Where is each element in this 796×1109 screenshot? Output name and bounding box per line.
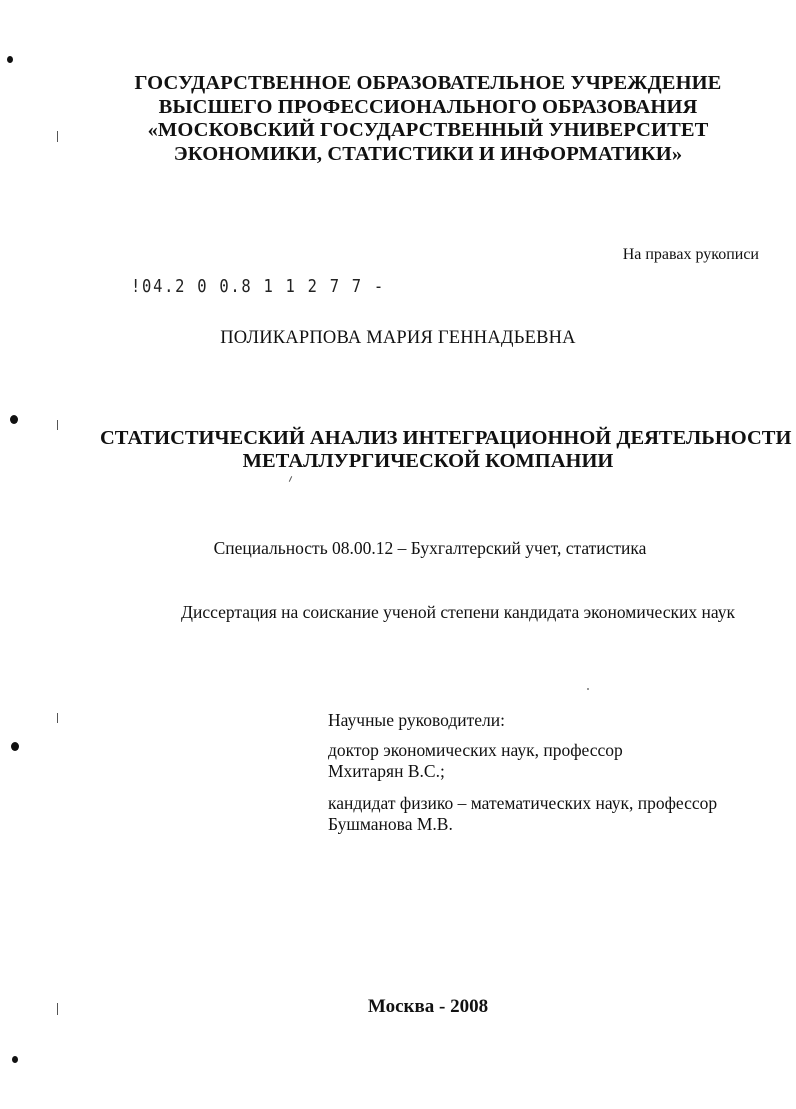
scan-hole-mark — [12, 1056, 18, 1063]
city-year: Москва - 2008 — [367, 996, 489, 1017]
specialty-line: Специальность 08.00.12 – Бухгалтерский учет, статистика — [213, 538, 647, 558]
scan-tick-mark — [57, 131, 58, 142]
advisor-1-title: доктор экономических наук, профессор — [328, 740, 623, 760]
scan-tick-mark — [57, 420, 58, 430]
advisor-1-name: Мхитарян В.С.; — [328, 761, 445, 781]
advisor-1 — [328, 740, 717, 782]
scan-hole-mark — [10, 415, 18, 424]
degree-line: Диссертация на соискание ученой степени кандидата экономических наук — [181, 602, 735, 622]
institution-line-1: ГОСУДАРСТВЕННОЕ ОБРАЗОВАТЕЛЬНОЕ УЧРЕЖДЕНИЕ — [134, 72, 722, 94]
thesis-title-line-2: МЕТАЛЛУРГИЧЕСКОЙ КОМПАНИИ — [242, 450, 614, 472]
institution-line-2: ВЫСШЕГО ПРОФЕССИОНАЛЬНОГО ОБРАЗОВАНИЯ — [158, 95, 698, 118]
scan-hole-mark — [11, 742, 19, 751]
advisors-block — [328, 710, 717, 846]
scan-speck — [587, 688, 589, 690]
advisors-heading: Научные руководители: — [328, 710, 505, 730]
archive-stamp-code: !04.2 0 0.8 1 1 2 7 7 - — [131, 276, 385, 297]
institution-name — [100, 72, 756, 166]
manuscript-rights-note: На правах рукописи — [622, 246, 759, 263]
scan-tick-mark — [57, 713, 58, 723]
institution-line-3: «МОСКОВСКИЙ ГОСУДАРСТВЕННЫЙ УНИВЕРСИТЕТ — [147, 119, 709, 141]
author-name: ПОЛИКАРПОВА МАРИЯ ГЕННАДЬЕВНА — [220, 328, 576, 348]
scan-hole-mark — [7, 56, 13, 63]
advisor-2-title: кандидат физико – математических наук, профессор — [328, 793, 718, 813]
thesis-title — [100, 427, 792, 473]
thesis-title-line-1: СТАТИСТИЧЕСКИЙ АНАЛИЗ ИНТЕГРАЦИОННОЙ ДЕЯТЕЛЬНОСТИ — [100, 427, 792, 449]
scan-tick-mark — [289, 476, 292, 482]
institution-line-4: ЭКОНОМИКИ, СТАТИСТИКИ И ИНФОРМАТИКИ» — [173, 142, 683, 165]
advisor-2-name: Бушманова М.В. — [328, 814, 453, 834]
advisor-2 — [328, 793, 717, 835]
scan-tick-mark — [57, 1003, 58, 1015]
